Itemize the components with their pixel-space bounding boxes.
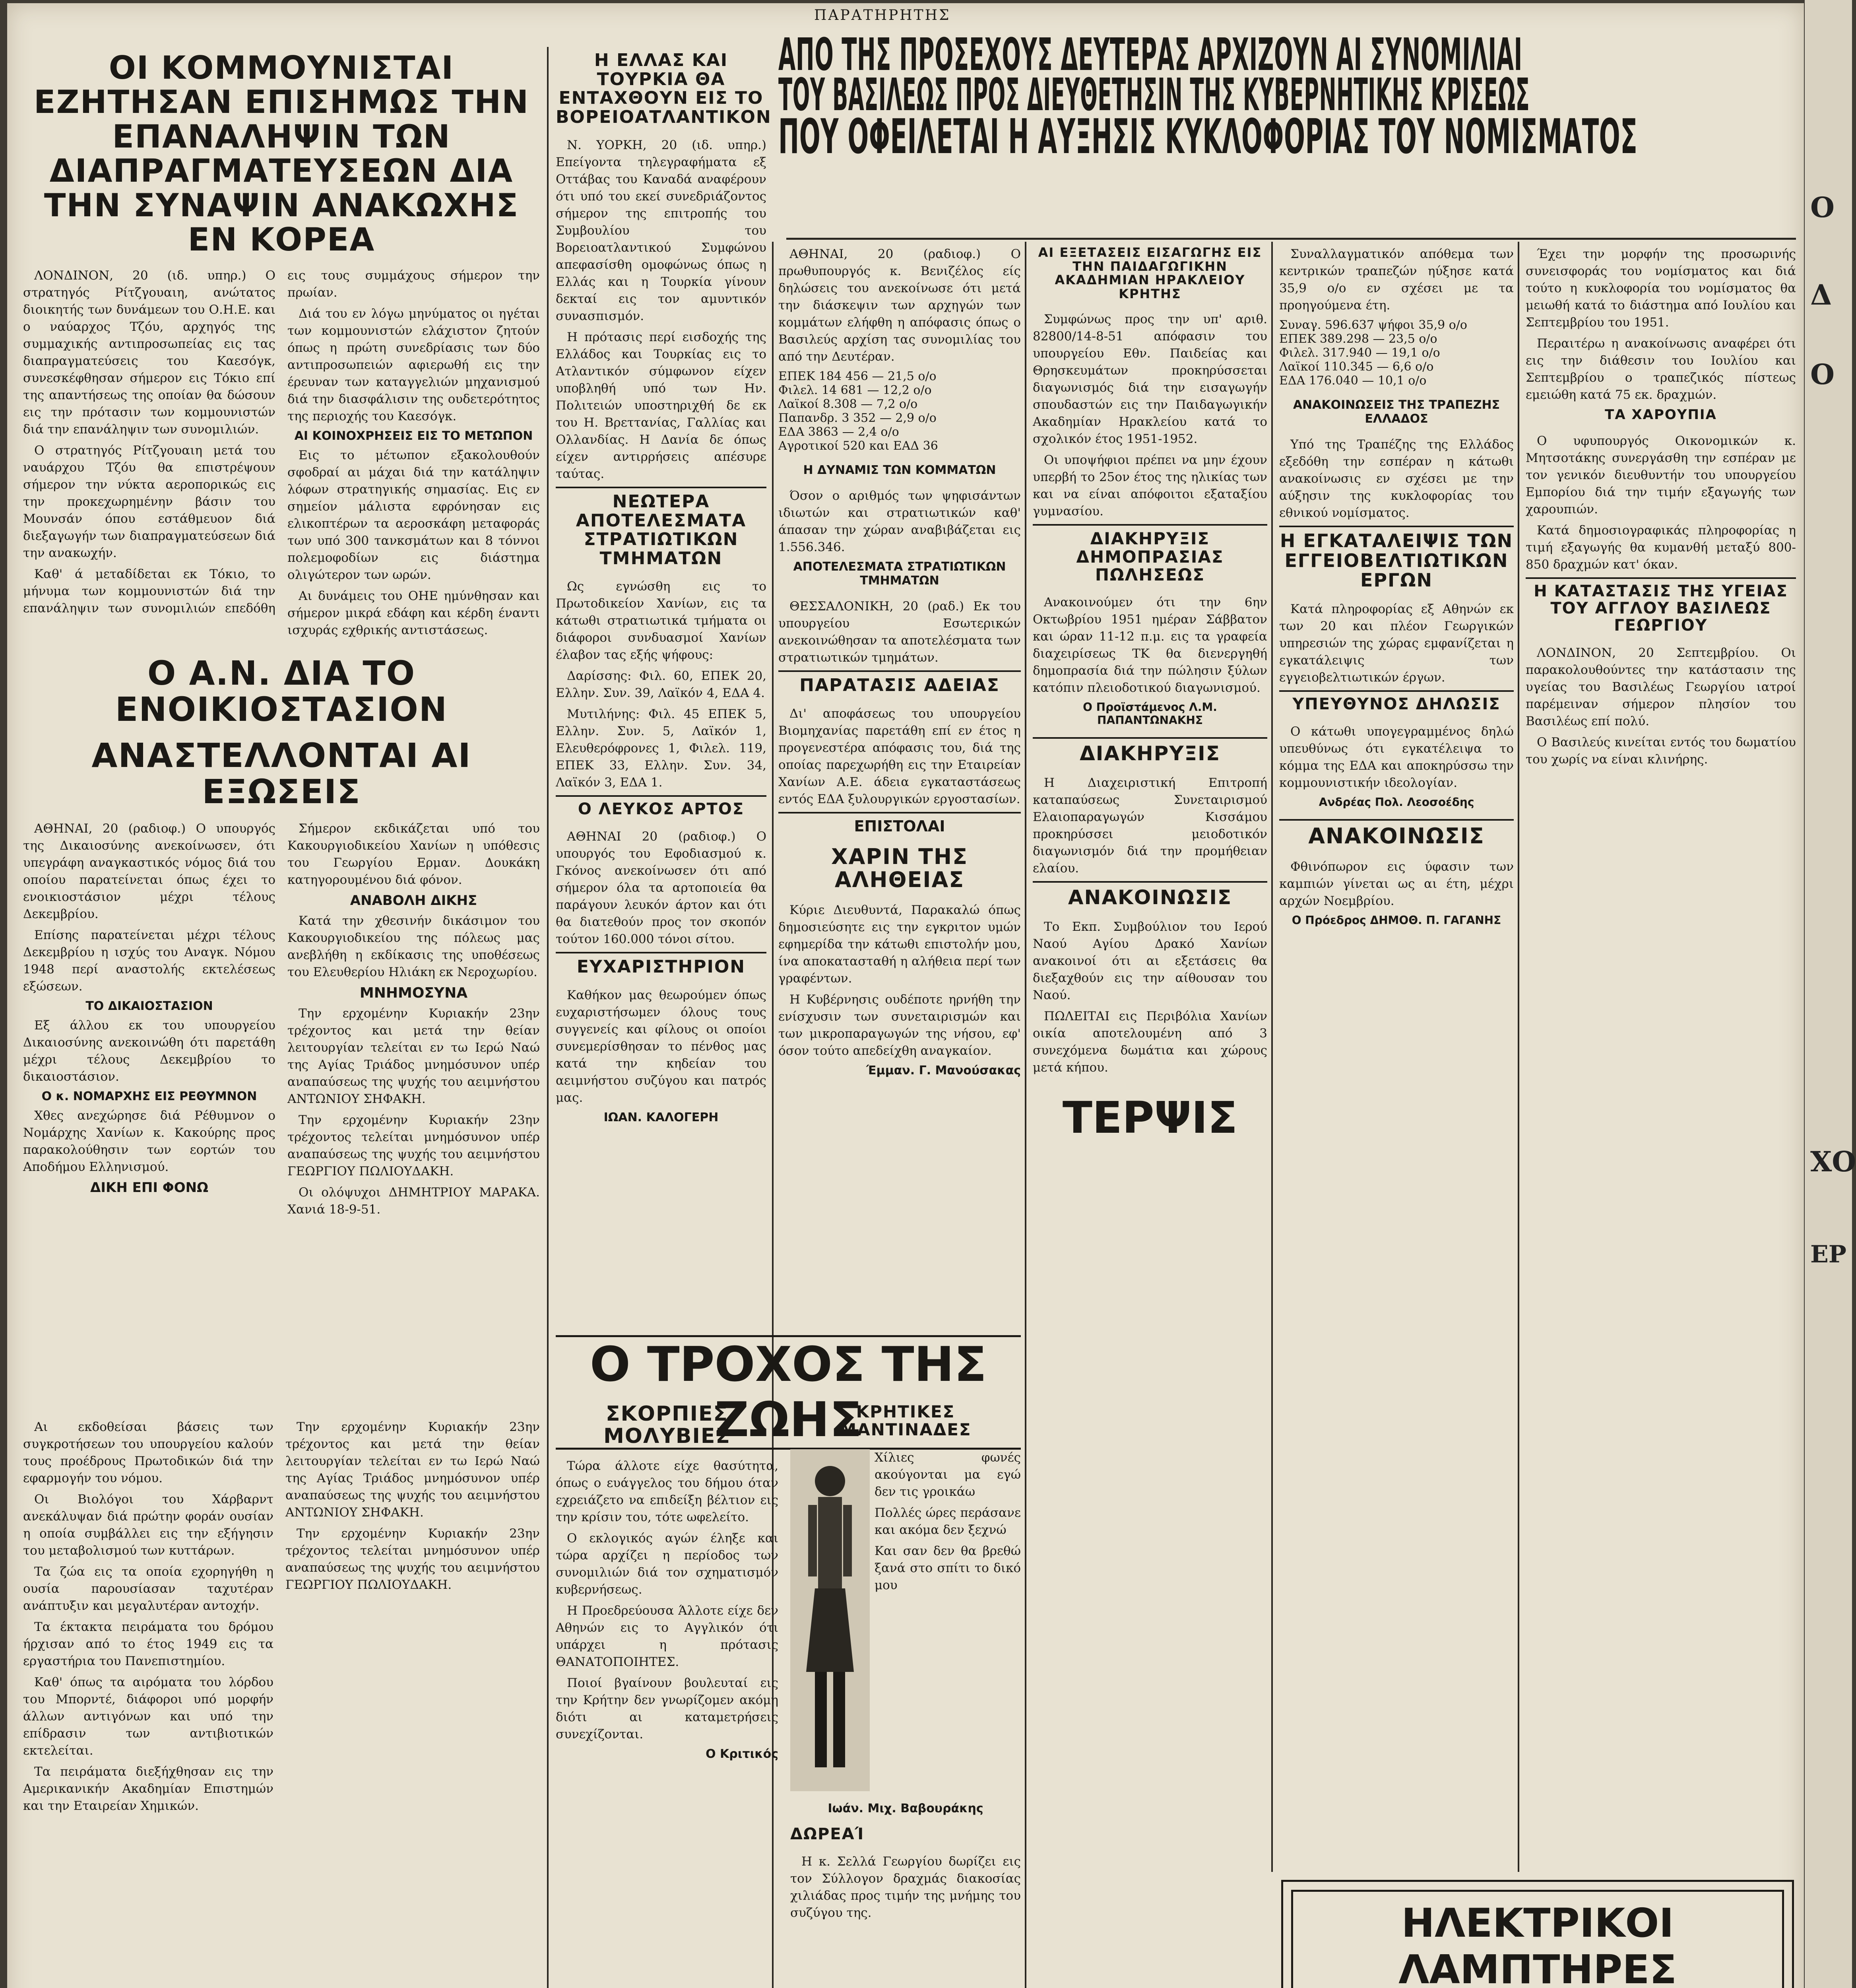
- letters-heading: ΕΠΙΣΤΟΛΑΙ: [778, 812, 1021, 835]
- announcement-headline: ΑΝΑΚΟΙΝΩΣΙΣ: [1279, 819, 1514, 848]
- king-paragraph: ΛΟΝΔΙΝΟΝ, 20 Σεπτεμβρίου. Οι παρακολουθούντες την κατάστασιν της υγείας του Βασιλέως Γεωργίου ιατροί παρέμειναν σήμερον πλησίον του Βασιλέως επί πολύ.: [1526, 646, 1796, 729]
- announcement-headline: ΑΝΑΚΟΙΝΩΣΙΣ: [1033, 881, 1267, 908]
- memorial-paragraph: Την ερχομένην Κυριακήν 23ην τρέχοντος και μετά την θείαν λειτουργίαν τελείται εν τω Ιερώ Ναώ της Αγίας Τριάδος μνημόσυνον υπέρ αναπαύσεως της ψυχής του αειμνήστου ΑΝΤΩΝΙΟΥ ΣΗΦΑΚΗ.: [285, 1420, 540, 1520]
- declaration-paragraph: Η Διαχειριστική Επιτροπή καταπαύσεως Συνεταιρισμού Ελαιοπαραγωγών Κισσάμου προκηρύσσει μειοδοτικόν διαγωνισμόν διά την προμήθειαν ελαίου.: [1033, 776, 1267, 876]
- memorial-paragraph: Την ερχομένην Κυριακήν 23ην τρέχοντος τελείται μνημόσυνον υπέρ αναπαύσεως της ψυχής του αειμνήστου ΓΕΩΡΓΙΟΥ ΠΩΛΙΟΥΔΑΚΗ.: [285, 1526, 540, 1592]
- academy-paragraph: Συμφώνως προς την υπ' αριθ. 82800/14-8-51 απόφασιν του υπουργείου Εθν. Παιδείας και Θρησκευμάτων προκηρύσσεται διαγωνισμός διά την εισαγωγήν σπουδαστών εις την Παιδαγωγικήν Ακαδημίαν Ηρακλείου κατά το σχολικόν έτος 1951-1952.: [1033, 312, 1267, 447]
- korea-headline: ΟΙ ΚΟΜΜΟΥΝΙΣΤΑΙ ΕΖΗΤΗΣΑΝ ΕΠΙΣΗΜΩΣ ΤΗΝ ΕΠΑΝΑΛΗΨΙΝ ΤΩΝ ΔΙΑΠΡΑΓΜΑΤΕΥΣΕΩΝ ΔΙΑ ΤΗΝ ΣΥΝΑΨΙΝ ΑΝΑΚΩΧΗΣ ΕΝ ΚΟΡΕΑ: [33, 49, 529, 258]
- thanks-headline: ΕΥΧΑΡΙΣΤΗΡΙΟΝ: [556, 952, 766, 977]
- trochos-title: Ο ΤΡΟΧΟΣ ΤΗΣ ΖΩΗΣ: [556, 1335, 1021, 1450]
- trial-paragraph: Σήμερον εκδικάζεται υπό του Κακουργιοδικείου Χανίων η υπόθεσις του Γεωργίου Ερμαν. Δουκάκη κατηγορουμένου διά φόνον.: [287, 821, 540, 887]
- academy-headline: ΑΙ ΕΞΕΤΑΣΕΙΣ ΕΙΣΑΓΩΓΗΣ ΕΙΣ ΤΗΝ ΠΑΙΔΑΓΩΓΙΚΗΝ ΑΚΑΔΗΜΙΑΝ ΗΡΑΚΛΕΙΟΥ ΚΡΗΤΗΣ: [1038, 245, 1262, 301]
- announcement-paragraph: Το Εκπ. Συμβούλιον του Ιερού Ναού Αγίου Δρακό Χανίων ανακοινοί ότι αι εξετάσεις θα διεξαχθούν εις την αίθουσαν του Ναού.: [1033, 920, 1267, 1003]
- subheading: ΑΠΟΤΕΛΕΣΜΑΤΑ ΣΤΡΑΤΙΩΤΙΚΩΝ ΤΜΗΜΑΤΩΝ: [793, 560, 1006, 588]
- newspaper-page: [7, 3, 1804, 1988]
- mantinades-signature: Ιωάν. Μιχ. Βαβουράκης: [828, 1801, 983, 1815]
- stats-list: [778, 369, 1021, 453]
- stat-line: Αγροτικοί 520 και ΕΑΔ 36: [778, 439, 938, 453]
- trochos-subheading: ΣΚΟΡΠΙΕΣ ΜΟΛΥΒΙΕΣ: [603, 1402, 731, 1448]
- stat-line: ΕΠΕΚ 389.298 — 23,5 ο/ο: [1279, 332, 1437, 346]
- banner-line-2: ΤΟΥ ΒΑΣΙΛΕΩΣ ΠΡΟΣ ΔΙΕΥΘΕΤΗΣΙΝ ΤΗΣ ΚΥΒΕΡΝΗΤΙΚΗΣ ΚΡΙΣΕΩΣ: [778, 69, 1530, 121]
- results-paragraph: Δαρίσσης: Φιλ. 60, ΕΠΕΚ 20, Ελλην. Συν. 39, Λαϊκόν 4, ΕΔΑ 4.: [556, 669, 766, 701]
- king-headline: Η ΚΑΤΑΣΤΑΣΙΣ ΤΗΣ ΥΓΕΙΑΣ ΤΟΥ ΑΓΓΛΟΥ ΒΑΣΙΛΕΩΣ ΓΕΩΡΓΙΟΥ: [1526, 577, 1796, 635]
- rent-headline: Ο Α.Ν. ΔΙΑ ΤΟ ΕΝΟΙΚΙΟΣΤΑΣΙΟΝ: [115, 654, 448, 729]
- mantinades-heading: ΚΡΗΤΙΚΕΣ ΜΑΝΤΙΝΑΔΕΣ: [840, 1402, 972, 1440]
- statement-headline: ΥΠΕΥΘΥΝΟΣ ΔΗΛΩΣΙΣ: [1279, 690, 1514, 713]
- mantinada-verse: Χίλιες φωνές ακούγονται μα εγώ δεν τις γροικάω: [875, 1450, 1021, 1499]
- running-head: ΠΑΡΑΤΗΡΗΤΗΣ: [814, 7, 951, 23]
- column-4: [1033, 246, 1267, 1988]
- column-rule: [1025, 242, 1026, 1988]
- subheading: ΑΙ ΚΟΙΝΟΧΡΗΣΕΙΣ ΕΙΣ ΤΟ ΜΕΤΩΠΟΝ: [294, 429, 533, 443]
- banner-headline: [778, 31, 1796, 163]
- column-2-lower: [285, 1419, 540, 1988]
- column-1-lower: [23, 1419, 273, 1988]
- auction-headline: ΔΙΑΚΗΡΥΞΙΣ ΔΗΜΟΠΡΑΣΙΑΣ ΠΩΛΗΣΕΩΣ: [1033, 524, 1267, 584]
- academy-paragraph: Οι υποψήφιοι πρέπει να μην έχουν υπερβή το 25ον έτος της ηλικίας των και να είναι απόφοιτοι εξαταξίου γυμνασίου.: [1033, 453, 1267, 519]
- bread-headline: Ο ΛΕΥΚΟΣ ΑΡΤΟΣ: [556, 795, 766, 818]
- subheading: ΤΟ ΔΙΚΑΙΟΣΤΑΣΙΟΝ: [85, 999, 213, 1013]
- column-2: [556, 50, 772, 1124]
- science-paragraph: Οι Βιολόγοι του Χάρβαρντ ανεκάλυψαν διά πρώτην φοράν ουσίαν η οποία συμβάλλει εις την εξήγησιν του μεταβολισμού των κυττάρων.: [23, 1492, 273, 1558]
- results-paragraph: ΘΕΣΣΑΛΟΝΙΚΗ, 20 (ραδ.) Εκ του υπουργείου Εσωτερικών ανεκοινώθησαν τα αποτελέσματα των στρατιωτικών τμημάτων.: [778, 599, 1021, 665]
- science-paragraph: Καθ' όπως τα αιρόματα του λόρδου του Μπορντέ, διάφοροι υπό μορφήν άλλων αντιγόνων και υπό την επίδρασιν των αντιβιοτικών εκτελείται.: [23, 1675, 273, 1758]
- results-headline: ΝΕΩΤΕΡΑ ΑΠΟΤΕΛΕΣΜΑΤΑ ΣΤΡΑΤΙΩΤΙΚΩΝ ΤΜΗΜΑΤΩΝ: [556, 487, 766, 568]
- nato-paragraph: Ν. ΥΟΡΚΗ, 20 (ιδ. υπηρ.) Επείγοντα τηλεγραφήματα εξ Οττάβας του Καναδά αναφέρουν ότι υπό του εκεί συνεδριάζοντος σήμερον της επιτροπής του Συμβουλίου του Βορειοατλαντικού Συμφώνου απεφασίσθη ομοφώνως όπως η Ελλάς και η Τουρκία γίνουν δεκταί εις τον αμυντικόν συνασπισμόν.: [556, 138, 766, 324]
- lamps-title: ΗΛΕΚΤΡΙΚΟΙ ΛΑΜΠΤΗΡΕΣ: [1291, 1890, 1784, 1988]
- science-paragraph: Τα έκτακτα πειράματα του δρόμου ήρχισαν από το έτος 1949 εις τα εργαστήρια του Πανεπιστημίου.: [23, 1620, 273, 1668]
- stat-line: ΕΠΕΚ 184 456 — 21,5 ο/ο: [778, 369, 937, 383]
- stats-list: [1279, 318, 1514, 388]
- rent-paragraph: Εξ άλλου εκ του υπουργείου Δικαιοσύνης ανεκοινώθη ότι παρετάθη μέχρι τέλους Δεκεμβρίου το δικαιοστάσιον.: [23, 1018, 275, 1084]
- trochos-paragraph: Ποιοί βγαίνουν βουλευταί εις την Κρήτην δεν γνωρίζομεν ακόμη διότι αι καταμετρήσεις συνεχίζονται.: [556, 1676, 778, 1742]
- donations-heading: ΔΩΡΕΑΊ: [790, 1825, 865, 1843]
- korea-paragraph: Διά του εν λόγω μηνύματος οι ηγέται των κομμουνιστών ελάχιστον ζητούν όπως η πρώτη συνεδρίασις των δύο αντιπροσωπειών αφιερωθή εις την έρευναν των καταγγελιών μηχανισμού διά την διασφάλισιν της ουδετερότητος της περιοχής του Καεσόγκ.: [287, 307, 540, 424]
- auction-paragraph: Ανακοινούμεν ότι την 6ην Οκτωβρίου 1951 ημέραν Σάββατον και ώραν 11-12 π.μ. εις τα γραφεία διαχειρίσεως ΤΚ θα διενεργηθή δημοπρασία διά την πώλησιν ξύλων κατόπιν πλειοδοτικού διαγωνισμού.: [1033, 595, 1267, 695]
- column-3: [778, 246, 1021, 1319]
- works-headline: Η ΕΓΚΑΤΑΛΕΙΨΙΣ ΤΩΝ ΕΓΓΕΙΟΒΕΛΤΙΩΤΙΚΩΝ ΕΡΓΩΝ: [1279, 526, 1514, 590]
- subheading: ΔΙΚΗ ΕΠΙ ΦΟΝΩ: [90, 1179, 208, 1196]
- sale-paragraph: ΠΩΛΕΙΤΑΙ εις Περιβόλια Χανίων οικία αποτελουμένη από 3 συνεχόμενα δωμάτια και χώρους μετά κήπου.: [1033, 1009, 1267, 1075]
- carob-paragraph: Ο υφυπουργός Οικονομικών κ. Μητσοτάκης συνεργάσθη την εσπέραν με τον γενικόν διευθυντήν του υπουργείου Εμπορίου διά την τιμήν εξαγωγής των χαρουπιών.: [1526, 433, 1796, 516]
- memorial-paragraph: Την ερχομένην Κυριακήν 23ην τρέχοντος και μετά την θείαν λειτουργίαν τελείται εν τω Ιερώ Ναώ της Αγίας Τριάδος μνημόσυνον υπέρ αναπαύσεως της ψυχής του αειμνήστου ΑΝΤΩΝΙΟΥ ΣΗΦΑΚΗ.: [287, 1006, 540, 1106]
- column-1: [23, 51, 540, 647]
- korea-paragraph: Εις το μέτωπον εξακολουθούν σφοδραί αι μάχαι διά την κατάληψιν λόφων στρατηγικής σημασίας. Εις εν σημείον μάλιστα εφρόνησαν εις ελικοπτέρων τα αεροσκάφη μεταφοράς των υπό 300 τανκσμάτων και 8 τόννοι πολεμοφοδίων εις διάστημα ολιγώτερον των ωρών.: [287, 448, 540, 582]
- trochos-paragraph: Ο εκλογικός αγών έληξε και τώρα αρχίζει η περίοδος των συνομιλιών διά τον σχηματισμόν κυβερνήσεως.: [556, 1531, 778, 1597]
- mantinada-verse: Και σαν δεν θα βρεθώ ξανά στο σπίτι το δικό μου: [875, 1543, 1021, 1592]
- stat-line: Φιλελ. 317.940 — 19,1 ο/ο: [1279, 346, 1440, 360]
- subheading: Ο κ. ΝΟΜΑΡΧΗΣ ΕΙΣ ΡΕΘΥΜΝΟΝ: [41, 1089, 257, 1103]
- crisis-paragraph: ΑΘΗΝΑΙ, 20 (ραδιοφ.) Ο πρωθυπουργός κ. Βενιζέλος είς δηλώσεις του ανεκοίνωσε ότι μετά την διάσκεψιν των αρχηγών των κομμάτων ελήφθη η απόφασις όπως ο Βασιλεύς αρχίση τας συνομιλίας του από την Δευτέραν.: [778, 247, 1021, 364]
- column-rule: [1271, 242, 1273, 1872]
- stat-line: Συναγ. 596.637 ψήφοι 35,9 ο/ο: [1279, 318, 1467, 332]
- results-paragraph: Μυτιλήνης: Φιλ. 45 ΕΠΕΚ 5, Ελλην. Συν. 5, Λαϊκόν 1, Ελευθερόφρονες 1, Φιλελ. 119, ΕΠΕΚ 33, Ελλην. Συν. 34, Λαϊκόν 3, ΕΔΑ 1.: [556, 707, 766, 790]
- king-paragraph: Ο Βασιλεύς κινείται εντός του δωματίου του χωρίς να είναι κλινήρης.: [1526, 735, 1796, 767]
- bank-paragraph: Υπό της Τραπέζης της Ελλάδος εξεδόθη την εσπέραν η κάτωθι ανακοίνωσις εν σχέσει με την αύξησιν της κυκλοφορίας του εθνικού νομίσματος.: [1279, 437, 1514, 520]
- rent-paragraph: ΑΘΗΝΑΙ, 20 (ραδιοφ.) Ο υπουργός της Δικαιοσύνης ανεκοίνωσεν, ότι υπεγράφη αναγκαστικός νόμος διά του οποίου παρατείνεται όπως έχει το ενοικιοστάσιον μέχρι τέλους Δεκεμβρίου.: [23, 821, 275, 921]
- subheading: Η ΔΥΝΑΜΙΣ ΤΩΝ ΚΟΜΜΑΤΩΝ: [803, 463, 996, 477]
- korea-paragraph: Ο στρατηγός Ρίτζγουαιη μετά του ναυάρχου Τζόυ θα επιστρέψουν σήμερον την νύκτα αεροπορικώς εις την προκεχωρημένην βάσιν του Μουνσάν όπου εστάθμευον διά διεξαγωγήν των διαπραγματεύσεων διά την ανακωχήν.: [23, 443, 275, 561]
- korea-paragraph: Αι δυνάμεις του ΟΗΕ ημύνθησαν και σήμερον μικρά εδάφη και κέρδη έναντι ισχυράς εχθρικής αντιστάσεως.: [287, 589, 540, 638]
- statement-paragraph: Ο κάτωθι υπογεγραμμένος δηλώ υπευθύνως ότι εγκατέλειψα το κόμμα της ΕΔΑ και αποκηρύσσω την κομμουνιστικήν ιδεολογίαν.: [1279, 724, 1514, 790]
- subheading: ΜΝΗΜΟΣΥΝΑ: [359, 984, 468, 1001]
- banner-line-1: ΑΠΟ ΤΗΣ ΠΡΟΣΕΧΟΥΣ ΔΕΥΤΕΡΑΣ ΑΡΧΙΖΟΥΝ ΑΙ ΣΥΝΟΜΙΛΙΑΙ: [778, 29, 1522, 81]
- letter-paragraph: Κύριε Διευθυντά, Παρακαλώ όπως δημοσιεύσητε εις την εγκριτον υμών εφημερίδα την κάτωθι επιστολήν μου, ίνα αποκατασταθή η αλήθεια περί των γραφέντων.: [778, 903, 1021, 986]
- stat-line: Λαϊκοί 8.308 — 7,2 ο/ο: [778, 397, 918, 411]
- cretan-man-illustration: [790, 1449, 870, 1791]
- letter-paragraph: Η Κυβέρνησις ουδέποτε ηρνήθη την ενίσχυσιν των συνεταιρισμών και των μικροπαραγωγών της νήσου, εφ' όσον τούτο απεδείχθη αναγκαίον.: [778, 992, 1021, 1058]
- thanks-paragraph: Καθήκον μας θεωρούμεν όπως ευχαριστήσωμεν όλους τους συγγενείς και φίλους οι οποίοι συνεμερίσθησαν το πένθος μας κατά την κηδείαν του αειμνήστου συζύγου και πατρός μας.: [556, 988, 766, 1105]
- column-rule: [1518, 242, 1519, 1872]
- announcement-paragraph: Φθινόπωρον εις ύφασιν των καμπιών γίνεται ως αι έτη, μέχρι αρχών Νοεμβρίου.: [1279, 859, 1514, 908]
- results-paragraph: Ως εγνώσθη εις το Πρωτοδικείον Χανίων, εις τα κάτωθι στρατιωτικά τμήματα οι διάφοροι συνδυασμοί Χανίων έλαβον τας εξής ψήφους:: [556, 579, 766, 662]
- stat-line: Παπανδρ. 3 352 — 2,9 ο/ο: [778, 411, 937, 425]
- terpsis-cinema: ΤΕΡΨΙΣ: [1062, 1092, 1238, 1143]
- column-rule: [547, 47, 549, 1988]
- rent-headline-2: ΑΝΑΣΤΕΛΛΟΝΤΑΙ ΑΙ ΕΞΩΣΕΙΣ: [91, 736, 471, 812]
- stat-line: ΕΔΑ 176.040 — 10,1 ο/ο: [1279, 374, 1427, 388]
- announcement-signature: Ο Πρόεδρος ΔΗΜΟΘ. Π. ΓΑΓΑΝΗΣ: [1292, 913, 1501, 927]
- truth-headline: ΧΑΡΙΝ ΤΗΣ ΑΛΗΘΕΙΑΣ: [831, 844, 968, 892]
- science-paragraph: Τα ζώα εις τα οποία εχορηγήθη η ουσία παρουσίασαν ταχυτέραν ανάπτυξιν και μεγαλυτέραν αντοχήν.: [23, 1565, 273, 1613]
- subheading: ΑΝΑΚΟΙΝΩΣΕΙΣ ΤΗΣ ΤΡΑΠΕΖΗΣ ΕΛΛΑΔΟΣ: [1293, 398, 1500, 426]
- mantinada-verse: Πολλές ώρες περάσανε και ακόμα δεν ξεχνώ: [875, 1505, 1021, 1537]
- thanks-signature: ΙΩΑΝ. ΚΑΛΟΓΕΡΗ: [603, 1110, 719, 1124]
- rent-paragraph: Επίσης παρατείνεται μέχρι τέλους Δεκεμβρίου η ισχύς του Αναγκ. Νόμου 1948 περί αναστολής εκτελέσεως εξώσεων.: [23, 928, 275, 994]
- memorial-paragraph: Οι ολόψυχοι ΔΗΜΗΤΡΙΟΥ ΜΑΡΑΚΑ. Χανιά 18-9-51.: [287, 1185, 540, 1217]
- currency-paragraph: Έχει την μορφήν της προσωρινής συνεισφοράς του νομίσματος και διά τούτο η κυκλοφορία του νομίσματος θα μειωθή κατά το διάστημα από Ιουλίου και Σεπτεμβρίου του 1951.: [1526, 247, 1796, 330]
- letter-signature: Έμμαν. Γ. Μανούσακας: [866, 1064, 1021, 1078]
- subheading: ΑΝΑΒΟΛΗ ΔΙΚΗΣ: [350, 892, 477, 909]
- nomarch-paragraph: Χθες ανεχώρησε διά Ρέθυμνον ο Νομάρχης Χανίων κ. Κακούρης προς παρακολούθησιν των εορτών του Αποδήμου Ελληνισμού.: [23, 1108, 275, 1174]
- memorial-paragraph: Την ερχομένην Κυριακήν 23ην τρέχοντος τελείται μνημόσυνον υπέρ αναπαύσεως της ψυχής του αειμνήστου ΓΕΩΡΓΙΟΥ ΠΩΛΙΟΥΔΑΚΗ.: [287, 1112, 540, 1178]
- korea-paragraph: ΛΟΝΔΙΝΟΝ, 20 (ιδ. υπηρ.) Ο στρατηγός Ρίτζγουαιη, ανώτατος διοικητής των δυνάμεων του Ο.Η.Ε. και ο ναύαρχος Τζόυ, αρχηγός της συμμαχικής αντιπροσωπείας εις τας διαπραγματεύσεις του Καεσόγκ, συνεσκέφθησαν σήμερον εις Τόκιο επί της απαντήσεως της οποίαν θα δώσουν εις την πρότασιν των κομμουνιστών διά την επανάληψιν των συνομιλιών.: [23, 268, 275, 437]
- rent-article: [23, 655, 540, 1411]
- crisis-paragraph: Όσον ο αριθμός των ψηφισάντων ιδιωτών και στρατιωτικών καθ' άπασαν την χώραν αναβιβάζεται εις 1.556.346.: [778, 489, 1021, 554]
- extension-paragraph: Δι' αποφάσεως του υπουργείου Βιομηχανίας παρετάθη επί εν έτος η προγενεστέρα απόφασις του, διά της οποίας παρεχωρήθη εις την Εταιρείαν Χανίων Α.Ε. άδεια εγκαταστάσεως εντός ΕΔΑ ξυλουργικών εργοστασίων.: [778, 706, 1021, 806]
- statement-signature: Ανδρέας Πολ. Λεοσοέδης: [1319, 796, 1474, 809]
- edge-fragment: Ο: [1810, 358, 1835, 391]
- korea-paragraph: Καθ' ά μεταδίδεται εκ Τόκιο, το μήνυμα των κομμουνιστών διά την επανάληψιν των συνομιλιών επεδόθη εις τους συμμάχους σήμερον την πρωίαν.: [23, 268, 540, 616]
- lamps-advertisement: [1281, 1880, 1794, 1988]
- column-6: [1526, 246, 1796, 1876]
- banner-line-3: ΠΟΥ ΟΦΕΙΛΕΤΑΙ Η ΑΥΞΗΣΙΣ ΚΥΚΛΟΦΟΡΙΑΣ ΤΟΥ ΝΟΜΙΣΜΑΤΟΣ: [778, 109, 1638, 165]
- nato-headline: Η ΕΛΛΑΣ ΚΑΙ ΤΟΥΡΚΙΑ ΘΑ ΕΝΤΑΧΘΟΥΝ ΕΙΣ ΤΟ ΒΟΡΕΙΟΑΤΛΑΝΤΙΚΟΝ: [556, 50, 772, 127]
- science-paragraph: Αι εκδοθείσαι βάσεις των συγκροτήσεων του υπουργείου καλούν τους προέδρους Πρωτοδικών διά την εφαρμογήν του νόμου.: [23, 1420, 273, 1485]
- edge-fragment: Ο: [1810, 191, 1835, 224]
- edge-fragment: ΧΟ: [1810, 1145, 1856, 1178]
- edge-fragment: ΕΡ: [1810, 1241, 1846, 1268]
- nato-paragraph: Η πρότασις περί εισδοχής της Ελλάδος και Τουρκίας εις το Ατλαντικόν σύμφωνον είχεν υποβληθή υπό των Ην. Πολιτειών υποστηριχθή δε εκ του Η. Βρεττανίας, Γαλλίας και Ολλανδίας. Η Δανία δε όπως είχεν αντιρρήσεις απέσυρε ταύτας.: [556, 330, 766, 481]
- edge-fragment: Δ: [1810, 278, 1832, 311]
- trochos-paragraph: Η Προεδρεύουσα Άλλοτε είχε δεν Αθηνών εις το Αγγλικόν ότι υπάρχει η πρότασις ΘΑΝΑΤΟΠΟΙΗΤΕΣ.: [556, 1604, 778, 1670]
- trochos-section: [556, 1335, 1021, 1988]
- adjacent-page-edge: [1805, 0, 1856, 1988]
- trochos-paragraph: Τώρα άλλοτε είχε θασύτητα, όπως ο ευάγγελος του δήμου όταν εχρειάζετο να επιδείξη βέλτιον εις την κρίσιν του, τότε ωφελείτο.: [556, 1459, 778, 1525]
- carob-paragraph: Κατά δημοσιογραφικάς πληροφορίας η τιμή εξαγωγής θα κυμανθή μεταξύ 800-850 δραχμών κατ' όκαν.: [1526, 523, 1796, 572]
- stat-line: Φιλελ. 14 681 — 12,2 ο/ο: [778, 383, 932, 397]
- trial-paragraph: Κατά την χθεσινήν δικάσιμον του Κακουργιοδικείου της πόλεως μας ανεβλήθη η εκδίκασις της υποθέσεως του Ελευθερίου Ηλιάκη εκ Νεροχωρίου.: [287, 913, 540, 979]
- trochos-signature: Ο Κριτικός: [706, 1747, 778, 1761]
- donations-paragraph: Η κ. Σελλά Γεωργίου δωρίζει εις τον Σύλλογον δραχμάς διακοσίας χιλιάδας προς τιμήν της μνήμης του συζύγου της.: [790, 1854, 1021, 1920]
- bread-paragraph: ΑΘΗΝΑΙ 20 (ραδιοφ.) Ο υπουργός του Εφοδιασμού κ. Γκόνος ανεκοίνωσεν ότι από σήμερον όλα τα αρτοποιεία θα παράγουν λευκόν άρτον και ότι θα διατεθούν προς τον σκοπόν τούτον 160.000 τόνοι σίτου.: [556, 829, 766, 947]
- extension-headline: ΠΑΡΑΤΑΣΙΣ ΑΔΕΙΑΣ: [778, 670, 1021, 695]
- column-5: [1279, 246, 1514, 1876]
- column-rule: [786, 238, 1796, 240]
- science-paragraph: Τα πειράματα διεξήχθησαν εις την Αμερικανικήν Ακαδημίαν Επιστημών και την Εταιρείαν Χημικών.: [23, 1765, 273, 1813]
- carob-headline: ΤΑ ΧΑΡΟΥΠΙΑ: [1605, 407, 1717, 423]
- stat-line: Λαϊκοί 110.345 — 6,6 ο/ο: [1279, 360, 1434, 374]
- stat-line: ΕΔΑ 3863 — 2,4 ο/ο: [778, 425, 899, 439]
- currency-paragraph: Συναλλαγματικόν απόθεμα των κεντρικών τραπεζών ηύξησε κατά 35,9 ο/ο εν σχέσει με τα προηγούμενα έτη.: [1279, 247, 1514, 313]
- auction-signature: Ο Προϊστάμενος Λ.Μ. ΠΑΠΑΝΤΩΝΑΚΗΣ: [1083, 701, 1217, 727]
- declaration-headline: ΔΙΑΚΗΡΥΞΙΣ: [1033, 737, 1267, 764]
- currency-paragraph: Περαιτέρω η ανακοίνωσις αναφέρει ότι εις την διάθεσιν του Ιουλίου και Σεπτεμβρίου ο τραπεζικός πίστεως εμειώθη κατά 75 εκ. δραχμών.: [1526, 336, 1796, 402]
- works-paragraph: Κατά πληροφορίας εξ Αθηνών εκ των 20 και πλέον Γεωργικών υπηρεσιών της χώρας εμφανίζεται η εγκατάλειψις των εγγειοβελτιωτικών έργων.: [1279, 602, 1514, 685]
